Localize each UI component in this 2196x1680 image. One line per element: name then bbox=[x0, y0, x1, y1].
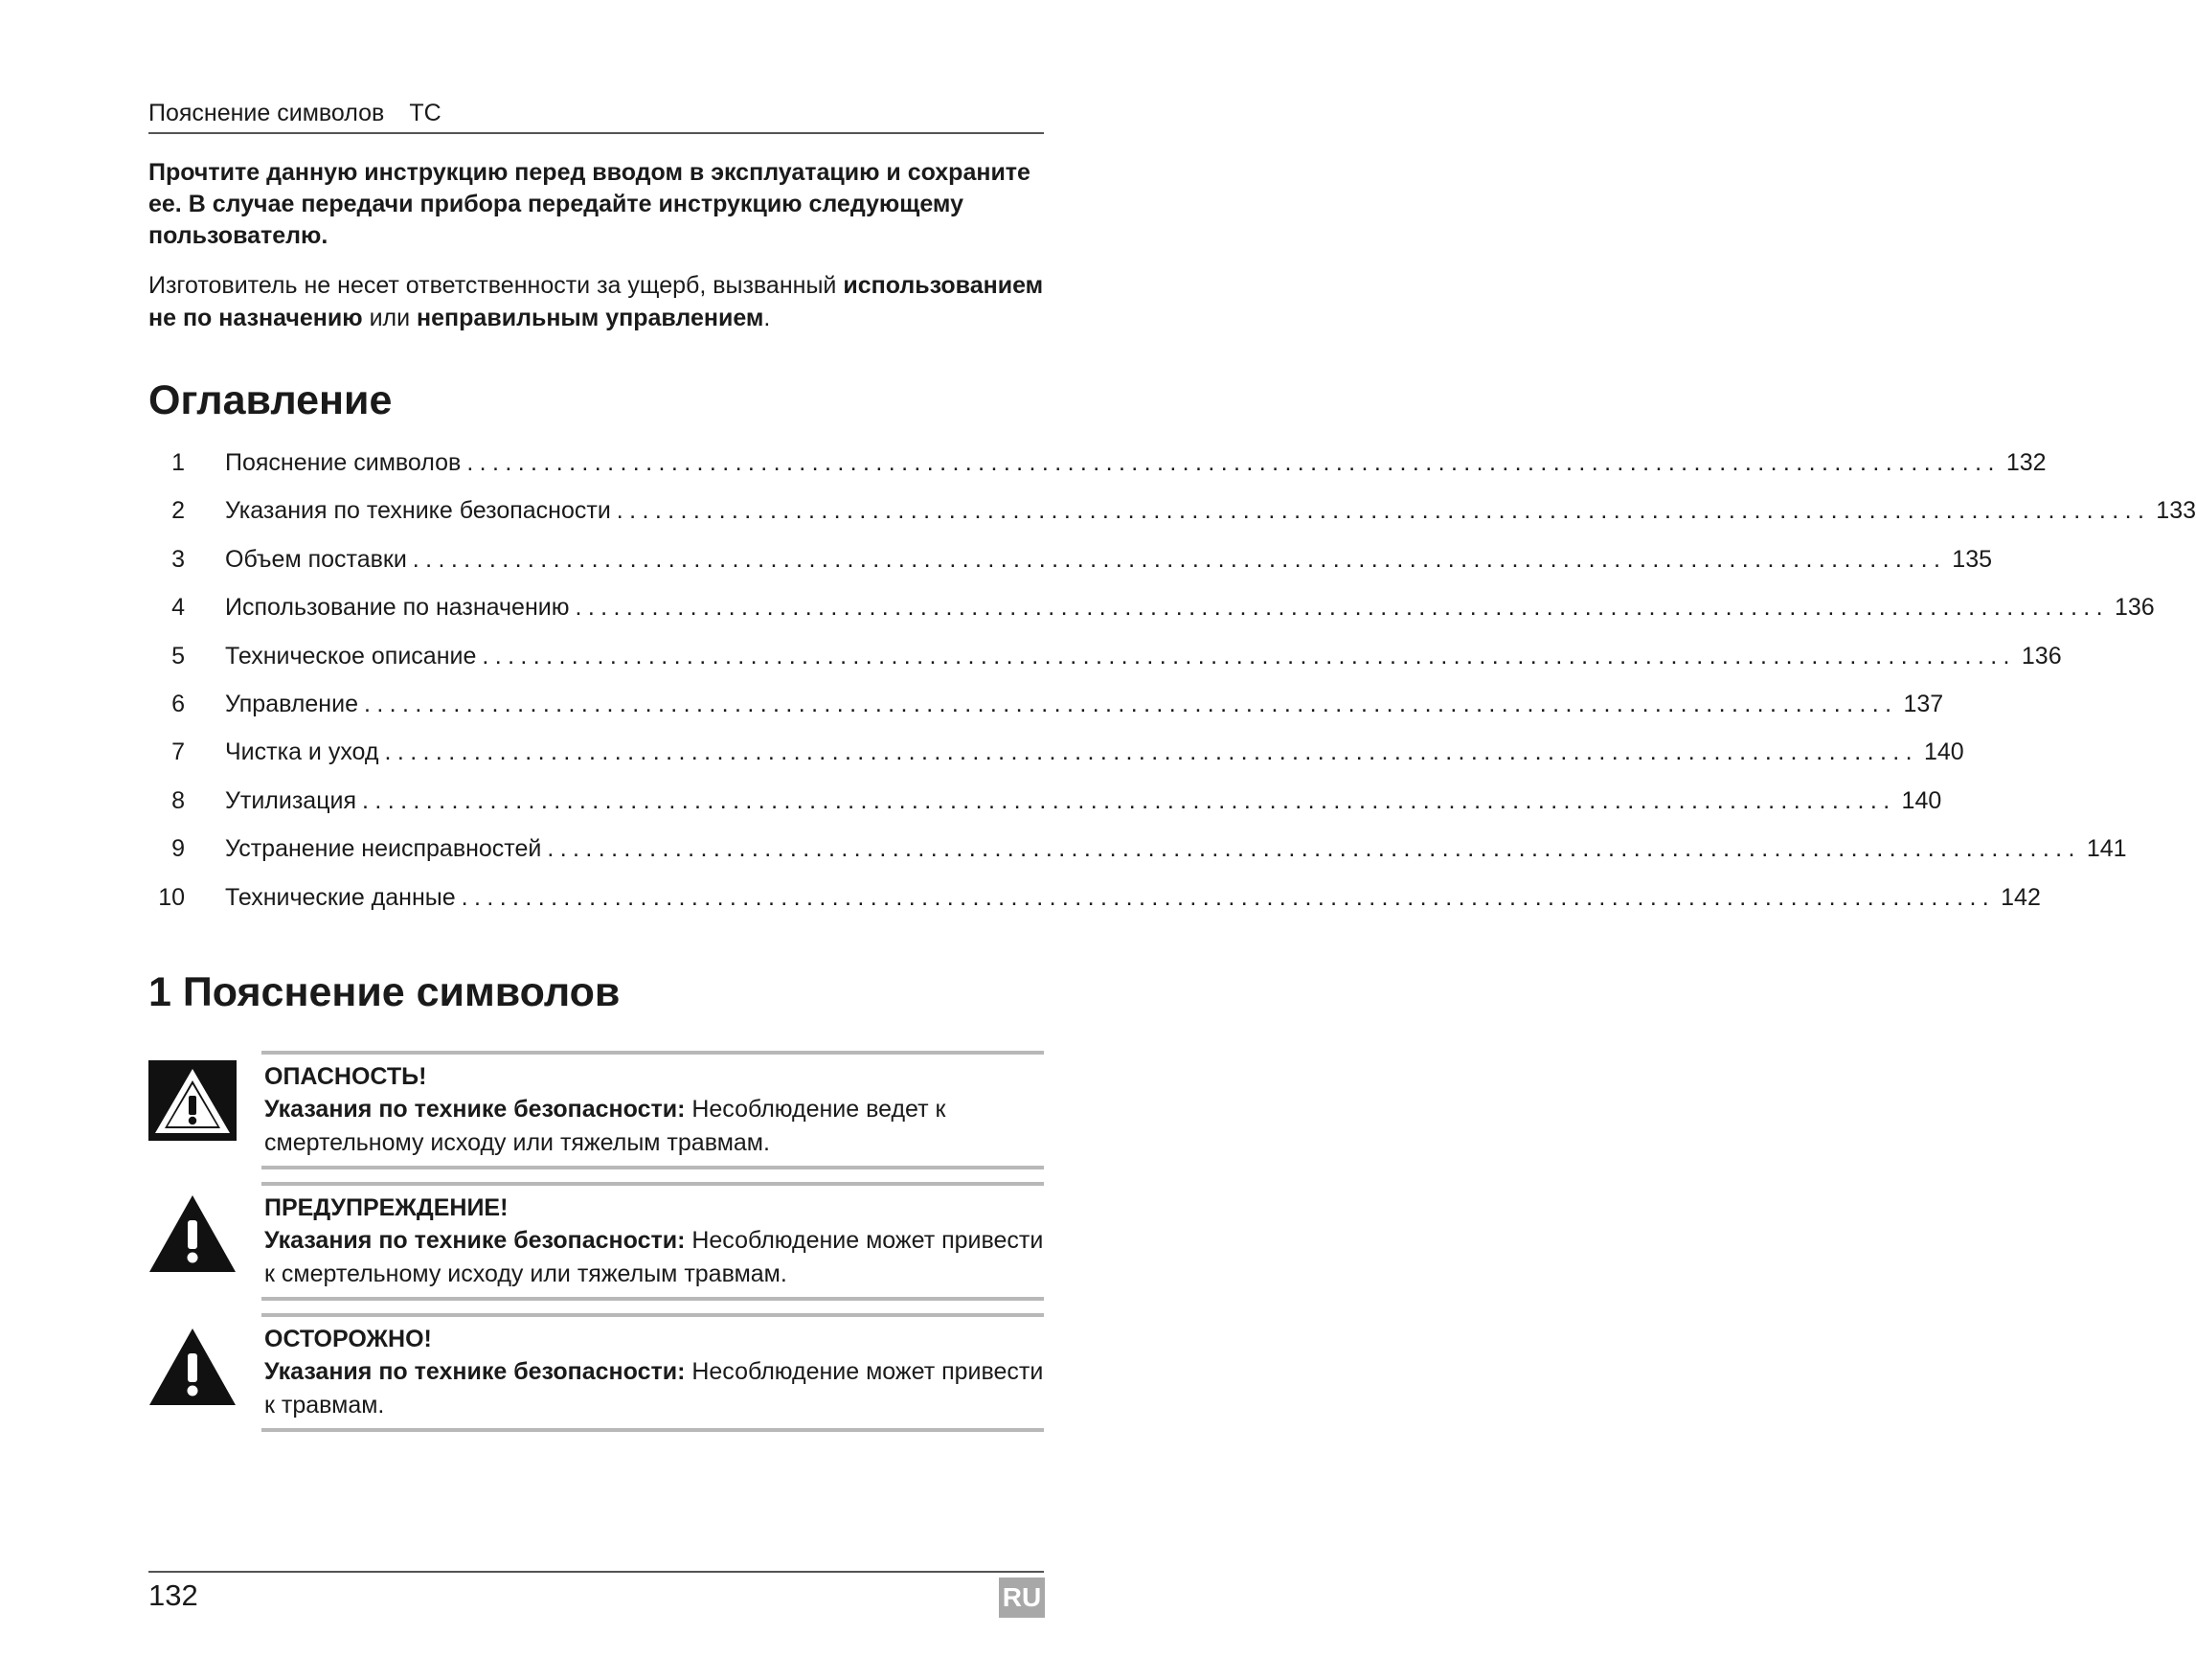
toc-dot-leader: ........................................................................................................................ bbox=[363, 690, 1898, 717]
intro-warning-text: Прочтите данную инструкцию перед вводом в эксплуатацию и сохраните ее. В случае передачи прибора передайте инструкцию следующему пользователю. bbox=[148, 159, 1030, 249]
notice-warning-lead: Указания по технике безопасности: bbox=[264, 1227, 686, 1254]
toc-item-number: 7 bbox=[171, 738, 185, 766]
toc-item[interactable] bbox=[148, 777, 1942, 825]
toc-item-number: 10 bbox=[158, 883, 185, 911]
toc-item-page: 137 bbox=[1903, 690, 1944, 717]
toc-title: Оглавление bbox=[148, 377, 393, 423]
notice-warning-title: ПРЕДУПРЕЖДЕНИЕ! bbox=[264, 1194, 509, 1221]
notice-danger-text bbox=[264, 1093, 1044, 1160]
toc-item-label: Управление bbox=[225, 690, 358, 717]
toc-item[interactable] bbox=[148, 535, 1993, 583]
toc-dot-leader: ........................................................................................................................ bbox=[362, 786, 1896, 814]
toc-dot-leader: ........................................................................................................................ bbox=[616, 497, 2151, 525]
toc-item-label: Техническое описание bbox=[225, 642, 477, 670]
intro-part-2: или bbox=[362, 305, 418, 331]
toc-item[interactable] bbox=[148, 825, 2127, 873]
toc-item-number: 4 bbox=[171, 594, 185, 622]
toc-item[interactable] bbox=[148, 680, 1944, 728]
toc-item-label: Технические данные bbox=[225, 883, 456, 911]
notice-danger-lead: Указания по технике безопасности: bbox=[264, 1096, 686, 1123]
notice-caution-lead: Указания по технике безопасности: bbox=[264, 1358, 686, 1385]
toc-item[interactable] bbox=[148, 874, 2041, 921]
toc-item-label: Пояснение символов bbox=[225, 449, 462, 476]
toc-item-number: 8 bbox=[171, 786, 185, 814]
table-of-contents bbox=[148, 439, 2196, 921]
language-badge: RU bbox=[999, 1578, 1045, 1618]
notice-danger-title: ОПАСНОСТЬ! bbox=[264, 1063, 427, 1090]
toc-item-number: 9 bbox=[171, 835, 185, 863]
toc-item[interactable] bbox=[148, 439, 2047, 487]
toc-dot-leader: ........................................................................................................................ bbox=[466, 449, 2001, 476]
toc-item-label: Чистка и уход bbox=[225, 738, 379, 766]
toc-item-label: Использование по назначению bbox=[225, 594, 570, 622]
toc-item-number: 3 bbox=[171, 545, 185, 573]
danger-warning-icon bbox=[148, 1060, 237, 1141]
notice-danger-box bbox=[261, 1051, 1044, 1169]
caution-triangle-icon bbox=[148, 1327, 237, 1407]
intro-part-1: Изготовитель не несет ответственности за ущерб, вызванный bbox=[148, 272, 844, 299]
toc-item-number: 6 bbox=[171, 690, 185, 717]
running-header bbox=[148, 98, 1044, 134]
warning-triangle-icon bbox=[148, 1193, 237, 1274]
notice-caution-text bbox=[264, 1355, 1044, 1422]
toc-item-label: Устранение неисправностей bbox=[225, 835, 542, 863]
toc-item[interactable] bbox=[148, 728, 1964, 776]
notice-warning-text bbox=[264, 1224, 1044, 1291]
notice-warning-box bbox=[261, 1182, 1044, 1301]
toc-dot-leader: ........................................................................................................................ bbox=[384, 738, 1918, 766]
toc-dot-leader: ........................................................................................................................ bbox=[575, 594, 2109, 622]
toc-item[interactable] bbox=[148, 632, 2062, 680]
toc-item-label: Указания по технике безопасности bbox=[225, 497, 611, 525]
toc-item-number: 2 bbox=[171, 497, 185, 525]
toc-item-page: 135 bbox=[1952, 545, 1993, 573]
toc-item-page: 136 bbox=[2114, 594, 2155, 622]
toc-item[interactable] bbox=[148, 583, 2155, 631]
toc-item-label: Объем поставки bbox=[225, 545, 407, 573]
toc-item-page: 142 bbox=[2001, 883, 2041, 911]
toc-item-page: 132 bbox=[2005, 449, 2047, 476]
toc-dot-leader: ........................................................................................................................ bbox=[547, 835, 2081, 863]
section-1-title: 1 Пояснение символов bbox=[148, 969, 621, 1015]
notice-caution-body: Несоблюдение может привести к травмам. bbox=[264, 1358, 1044, 1419]
toc-item-page: 140 bbox=[1901, 786, 1942, 814]
toc-dot-leader: ........................................................................................................................ bbox=[482, 642, 2016, 670]
toc-item[interactable] bbox=[148, 487, 2196, 534]
toc-item-page: 136 bbox=[2021, 642, 2062, 670]
toc-item-page: 141 bbox=[2086, 835, 2127, 863]
notice-danger-body: Несоблюдение ведет к смертельному исходу или тяжелым травмам. bbox=[264, 1096, 946, 1156]
toc-item-page: 133 bbox=[2156, 497, 2196, 525]
toc-item-page: 140 bbox=[1924, 738, 1964, 766]
notice-caution-box bbox=[261, 1313, 1044, 1432]
notice-caution-title: ОСТОРОЖНО! bbox=[264, 1326, 432, 1352]
intro-liability-text bbox=[148, 269, 1044, 334]
notice-warning-body: Несоблюдение может привести к смертельному исходу или тяжелым травмам. bbox=[264, 1227, 1044, 1287]
toc-dot-leader: ........................................................................................................................ bbox=[412, 545, 1947, 573]
toc-item-number: 1 bbox=[171, 449, 185, 476]
toc-item-number: 5 bbox=[171, 642, 185, 670]
intro-part-3: . bbox=[763, 305, 771, 331]
footer-rule bbox=[148, 1571, 1044, 1573]
header-section-title: Пояснение символов bbox=[148, 100, 385, 126]
toc-dot-leader: ........................................................................................................................ bbox=[461, 883, 1996, 911]
intro-bold-1: использованием не по назначению bbox=[148, 272, 1044, 331]
intro-bold-2: неправильным управлением bbox=[417, 305, 764, 331]
toc-item-label: Утилизация bbox=[225, 786, 357, 814]
header-model: TC bbox=[409, 100, 441, 126]
page-number: 132 bbox=[148, 1578, 198, 1612]
